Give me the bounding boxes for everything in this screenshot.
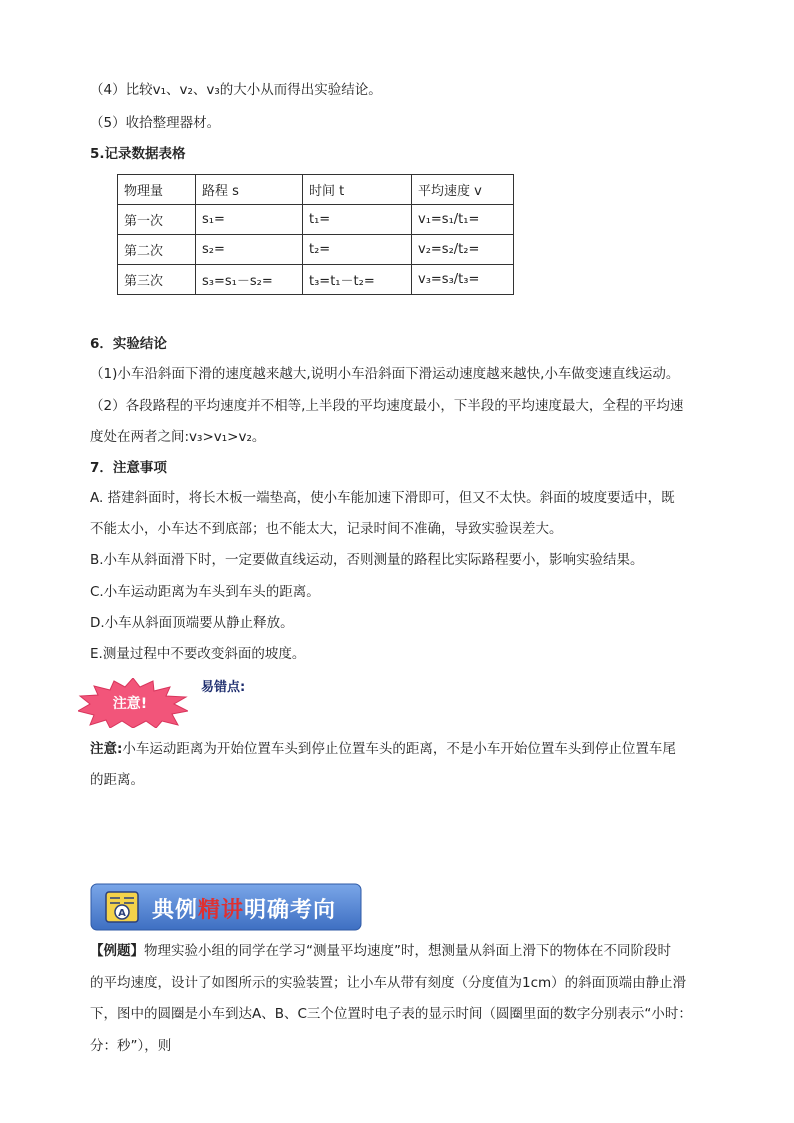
step-5: （5）收拾整理器材。 xyxy=(90,115,221,131)
pitfall-title: 易错点: xyxy=(201,680,246,695)
note-a-line2: 不能太小，小车达不到底部；也不能太大，记录时间不准确，导致实验误差大。 xyxy=(90,521,563,537)
table-cell: 第一次 xyxy=(118,205,196,235)
pitfall-line1 xyxy=(90,739,676,759)
conclusion-p2-line1: （2）各段路程的平均速度并不相等,上半段的平均速度最小，下半段的平均速度最大，全程的平均速 xyxy=(90,398,684,414)
table-cell: v₁=s₁/t₁= xyxy=(412,205,514,235)
conclusion-p2-line2: 度处在两者之间:v₃>v₁>v₂。 xyxy=(90,429,266,445)
table-cell: s₂= xyxy=(196,235,303,265)
warning-badge-label: 注意! xyxy=(112,696,148,712)
example-line2: 的平均速度，设计了如图所示的实验装置；让小车从带有刻度（分度值为1cm）的斜面顶端由静止滑 xyxy=(90,975,687,991)
conclusion-heading: 6．实验结论 xyxy=(90,336,167,352)
example-line4: 分：秒”），则 xyxy=(90,1038,172,1054)
table-cell: v₂=s₂/t₂= xyxy=(412,235,514,265)
example-label: 【例题】 xyxy=(90,943,144,959)
table-row xyxy=(118,235,514,265)
conclusion-p1: （1)小车沿斜面下滑的速度越来越大,说明小车沿斜面下滑运动速度越来越快,小车做变速直线运动。 xyxy=(90,366,680,382)
svg-text:A: A xyxy=(118,908,126,919)
banner-title-part1: 典例 xyxy=(152,898,199,923)
table-cell: t₁= xyxy=(303,205,412,235)
note-b: B.小车从斜面滑下时，一定要做直线运动，否则测量的路程比实际路程要小，影响实验结果。 xyxy=(90,552,644,568)
pitfall-line2: 的距离。 xyxy=(90,772,144,788)
table-cell: s₁= xyxy=(196,205,303,235)
table-header-row xyxy=(118,175,514,205)
table-cell: t₃=t₁－t₂= xyxy=(303,265,412,295)
banner-title xyxy=(152,893,336,924)
example-line1 xyxy=(90,941,671,961)
note-e: E.测量过程中不要改变斜面的坡度。 xyxy=(90,646,306,662)
banner-title-part3: 明确考向 xyxy=(244,898,337,923)
pitfall-text: 小车运动距离为开始位置车头到停止位置车头的距离，不是小车开始位置车头到停止位置车尾 xyxy=(122,741,676,757)
note-d: D.小车从斜面顶端要从静止释放。 xyxy=(90,615,294,631)
example-line3: 下，图中的圆圈是小车到达A、B、C三个位置时电子表的显示时间（圆圈里面的数字分别表示“小时： xyxy=(90,1006,692,1022)
banner-title-highlight: 精讲 xyxy=(198,898,245,923)
pitfall-label: 注意: xyxy=(90,741,123,757)
note-c: C.小车运动距离为车头到车头的距离。 xyxy=(90,584,320,600)
table-cell: v₃=s₃/t₃= xyxy=(412,265,514,295)
example-text: 物理实验小组的同学在学习“测量平均速度”时，想测量从斜面上滑下的物体在不同阶段时 xyxy=(144,943,671,959)
table-row xyxy=(118,205,514,235)
header-cell: 物理量 xyxy=(118,175,196,205)
data-table xyxy=(117,174,514,295)
step-4: （4）比较v₁、v₂、v₃的大小从而得出实验结论。 xyxy=(90,82,382,98)
table-cell: 第二次 xyxy=(118,235,196,265)
header-cell: 时间 t xyxy=(303,175,412,205)
table-cell: s₃=s₁－s₂= xyxy=(196,265,303,295)
header-cell: 平均速度 v xyxy=(412,175,514,205)
table-cell: 第三次 xyxy=(118,265,196,295)
note-a-line1: A. 搭建斜面时，将长木板一端垫高，使小车能加速下滑即可，但又不太快。斜面的坡度要适中，既 xyxy=(90,490,675,506)
notes-heading: 7．注意事项 xyxy=(90,460,167,476)
table-row xyxy=(118,265,514,295)
table-heading: 5.记录数据表格 xyxy=(90,146,186,162)
book-a-icon xyxy=(105,890,139,924)
header-cell: 路程 s xyxy=(196,175,303,205)
table-cell: t₂= xyxy=(303,235,412,265)
